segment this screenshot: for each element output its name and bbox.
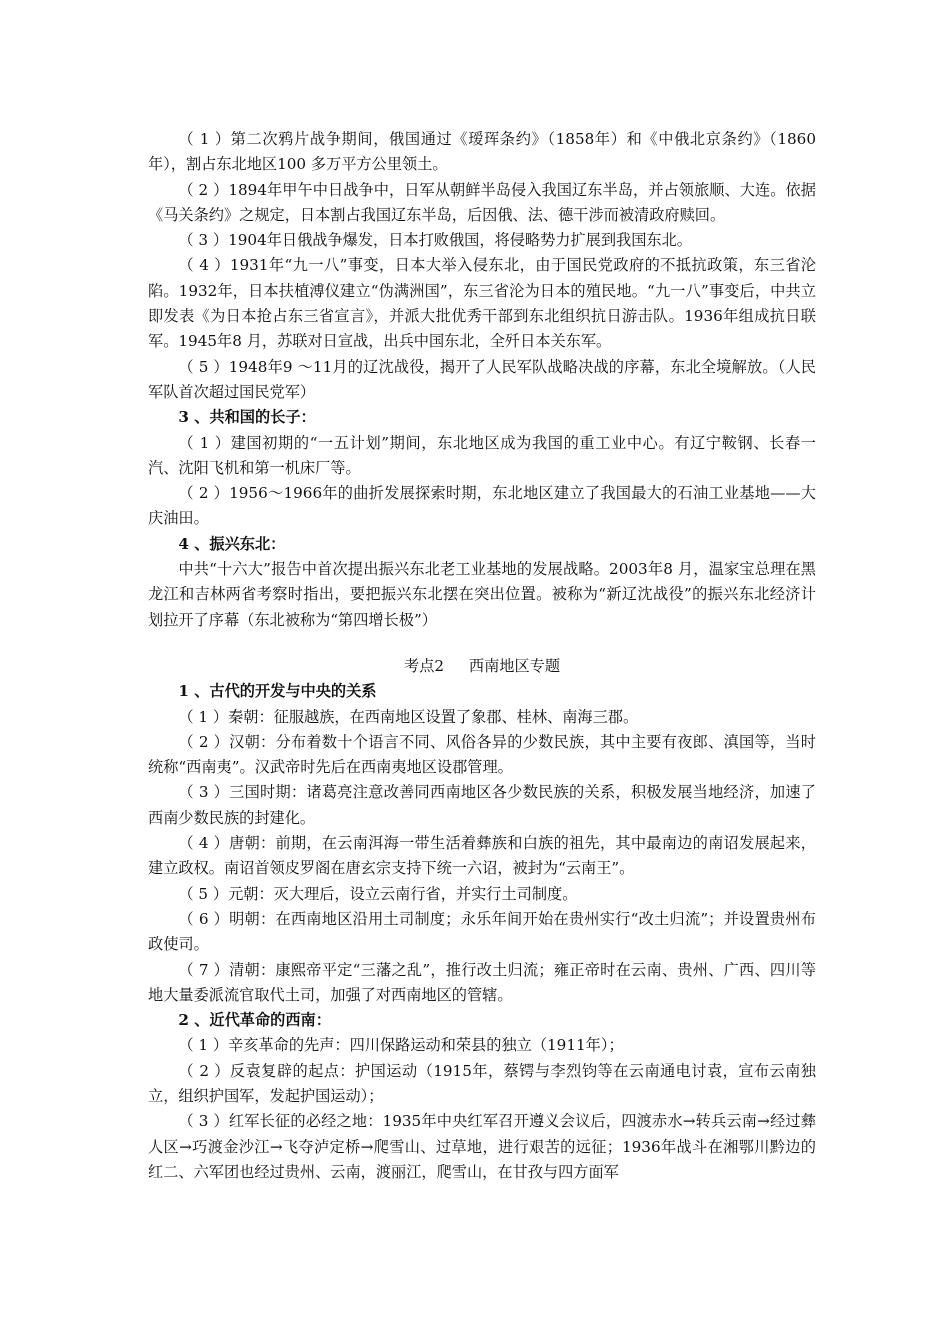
paragraph: （ 6 ）明朝：在西南地区沿用土司制度；永乐年间开始在贵州实行“改土归流”；并设置贵州布政使司。 [148, 909, 816, 954]
paragraph: （ 1 ）第二次鸦片战争期间，俄国通过《瑷珲条约》（1858年）和《中俄北京条约》（1860年），割占东北地区100 多万平方公里领土。 [148, 130, 816, 174]
paragraph: （ 4 ）唐朝：前期，在云南洱海一带生活着彝族和白族的祖先，其中最南边的南诏发展起来，建立政权。南诏首领皮罗阁在唐玄宗支持下统一六诏，被封为“云南王”。 [148, 834, 816, 878]
section-heading: 2 、近代革命的西南： [178, 1011, 331, 1030]
paragraph: （ 1 ）秦朝：征服越族，在西南地区设置了象郡、桂林、南海三郡。 [178, 707, 639, 726]
paragraph: （ 3 ）三国时期：诸葛亮注意改善同西南地区各少数民族的关系，积极发展当地经济，加速了西南少数民族的封建化。 [148, 783, 816, 827]
section-heading: 3 、共和国的长子： [178, 408, 316, 427]
section-title-text: 西南地区专题 [468, 656, 560, 675]
paragraph: （ 4 ）1931年“九一八”事变，日本大举入侵东北，由于国民党政府的不抵抗政策，东三省沦陷。1932年，日本扶植溥仪建立“伪满洲国”，东三省沦为日本的殖民地。“九一八”事变后，中共立即发表《为日本抢占东三省宣言》，并派大批优秀干部到东北组织抗日游击队。1936年组成抗日联军。1945年8 月，苏联对日宣战，出兵中国东北，全歼日本关东军。 [148, 256, 816, 351]
paragraph: （ 2 ）1956～1966年的曲折发展探索时期，东北地区建立了我国最大的石油工业基地——大庆油田。 [148, 484, 816, 528]
section-title [148, 654, 816, 679]
section-heading: 4 、振兴东北： [178, 534, 286, 553]
paragraph: （ 5 ）1948年9 ～11月的辽沈战役，揭开了人民军队战略决战的序幕，东北全境解放。（人民军队首次超过国民党军） [148, 357, 816, 401]
paragraph: 中共“十六大”报告中首次提出振兴东北老工业基地的发展战略。2003年8 月，温家宝总理在黑龙江和吉林两省考察时指出，要把振兴东北摆在突出位置。被称为“新辽沈战役”的振兴东北经济计划拉开了序幕（东北被称为“第四增长极”） [148, 560, 816, 629]
paragraph: （ 3 ）红军长征的必经之地：1935年中央红军召开遵义会议后，四渡赤水→转兵云南→经过彝人区→巧渡金沙江→飞夺泸定桥→爬雪山、过草地，进行艰苦的远征；1936年战斗在湘鄂川黔边的红二、六军团也经过贵州、云南，渡丽江，爬雪山，在甘孜与四方面军 [148, 1112, 816, 1181]
document-body [148, 127, 816, 1185]
paragraph: （ 1 ）建国初期的“一五计划”期间，东北地区成为我国的重工业中心。有辽宁鞍钢、长春一汽、沈阳飞机和第一机床厂等。 [148, 433, 816, 477]
paragraph: （ 5 ）元朝：灭大理后，设立云南行省，并实行土司制度。 [178, 884, 578, 903]
section-heading: 1 、古代的开发与中央的关系 [178, 682, 377, 701]
paragraph: （ 3 ）1904年日俄战争爆发，日本打败俄国，将侵略势力扩展到我国东北。 [178, 231, 692, 250]
paragraph: （ 2 ）1894年甲午中日战争中，日军从朝鲜半岛侵入我国辽东半岛，并占领旅顺、大连。依据《马关条约》之规定，日本割占我国辽东半岛，后因俄、法、德干涉而被清政府赎回。 [148, 180, 816, 224]
paragraph: （ 7 ）清朝：康熙帝平定“三藩之乱”，推行改土归流；雍正帝时在云南、贵州、广西、四川等地大量委派流官取代土司，加强了对西南地区的管辖。 [148, 960, 816, 1004]
section-label: 考点2 [404, 656, 445, 675]
paragraph: （ 1 ）辛亥革命的先声：四川保路运动和荣县的独立（1911年）； [178, 1036, 624, 1055]
paragraph: （ 2 ）汉朝：分布着数十个语言不同、风俗各异的少数民族，其中主要有夜郎、滇国等，当时统称“西南夷”。汉武帝时先后在西南夷地区设郡管理。 [148, 732, 816, 777]
paragraph: （ 2 ）反袁复辟的起点：护国运动（1915年，蔡锷与李烈钧等在云南通电讨袁，宣布云南独立，组织护国军，发起护国运动）； [148, 1061, 816, 1105]
